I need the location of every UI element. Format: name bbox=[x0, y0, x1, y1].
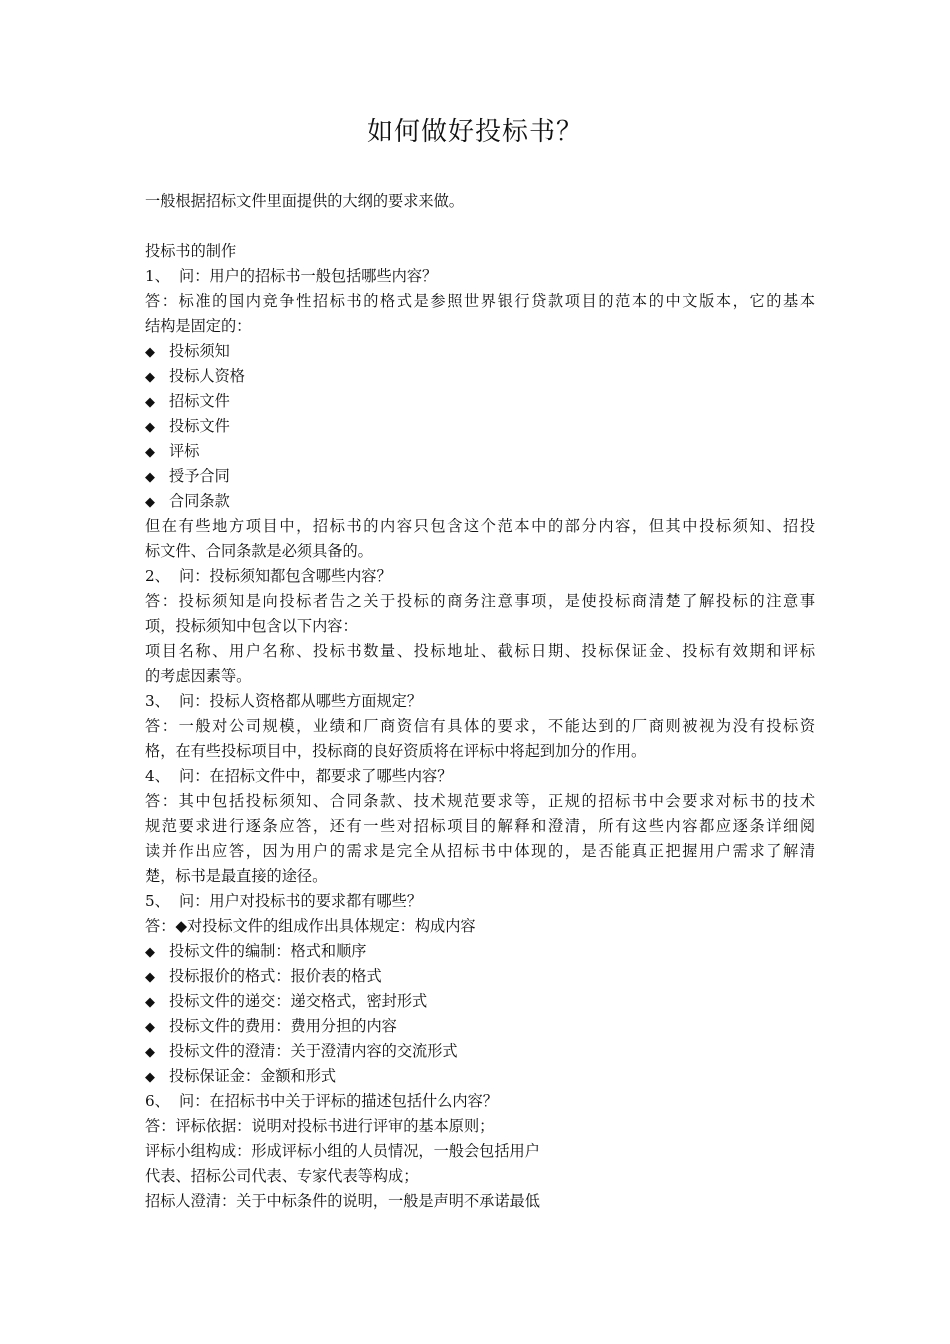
list-item: ◆ 合同条款 bbox=[145, 489, 815, 514]
question-3 bbox=[145, 689, 815, 714]
list-item: ◆ 授予合同 bbox=[145, 464, 815, 489]
diamond-bullet-icon: ◆ bbox=[145, 420, 155, 435]
diamond-bullet-icon: ◆ bbox=[145, 945, 155, 960]
diamond-bullet-icon: ◆ bbox=[145, 1070, 155, 1085]
answer-line: 的考虑因素等。 bbox=[145, 667, 252, 685]
answer-line: 答：评标依据：说明对投标书进行评审的基本原则； bbox=[145, 1117, 495, 1135]
question-number: 2、 bbox=[145, 567, 170, 585]
answer-line: 项目名称、用户名称、投标书数量、投标地址、截标日期、投标保证金、投标有效期和评标 bbox=[145, 642, 815, 660]
answer-line: 答：其中包括投标须知、合同条款、技术规范要求等，正规的招标书中会要求对标书的技术 bbox=[145, 792, 815, 810]
paragraph-line: 标文件、合同条款是必须具备的。 bbox=[145, 542, 373, 560]
diamond-bullet-icon: ◆ bbox=[145, 495, 155, 510]
list-item: ◆ 投标人资格 bbox=[145, 364, 815, 389]
diamond-bullet-icon: ◆ bbox=[145, 995, 155, 1010]
question-text: 问：在招标书中关于评标的描述包括什么内容？ bbox=[179, 1092, 498, 1110]
document-title: 如何做好投标书？ bbox=[366, 117, 583, 147]
diamond-bullet-icon: ◆ bbox=[145, 370, 155, 385]
list-item: ◆ 评标 bbox=[145, 439, 815, 464]
answer-line: 答：◆对投标文件的组成作出具体规定：构成内容 bbox=[145, 917, 476, 935]
diamond-bullet-icon: ◆ bbox=[145, 395, 155, 410]
list-item: ◆ 投标文件的费用：费用分担的内容 bbox=[145, 1014, 815, 1039]
list-item: ◆ 投标报价的格式：报价表的格式 bbox=[145, 964, 815, 989]
question-text: 问：用户对投标书的要求都有哪些？ bbox=[179, 892, 422, 910]
question-6 bbox=[145, 1089, 815, 1114]
answer-line: 招标人澄清：关于中标条件的说明，一般是声明不承诺最低 bbox=[145, 1192, 540, 1210]
document-body bbox=[145, 239, 815, 1214]
question-4 bbox=[145, 764, 815, 789]
answer-line: 楚，标书是最直接的途径。 bbox=[145, 867, 328, 885]
diamond-bullet-icon: ◆ bbox=[145, 1020, 155, 1035]
diamond-bullet-icon: ◆ bbox=[145, 970, 155, 985]
question-number: 1、 bbox=[145, 267, 170, 285]
answer-line: 格，在有些投标项目中，投标商的良好资质将在评标中将起到加分的作用。 bbox=[145, 742, 647, 760]
diamond-bullet-icon: ◆ bbox=[145, 1045, 155, 1060]
answer-line: 代表、招标公司代表、专家代表等构成； bbox=[145, 1167, 419, 1185]
list-item: ◆ 投标文件的编制：格式和顺序 bbox=[145, 939, 815, 964]
paragraph-line: 但在有些地方项目中，招标书的内容只包含这个范本中的部分内容，但其中投标须知、招投 bbox=[145, 517, 815, 535]
list-item: ◆ 投标须知 bbox=[145, 339, 815, 364]
diamond-bullet-icon: ◆ bbox=[145, 445, 155, 460]
question-5 bbox=[145, 889, 815, 914]
question-number: 6、 bbox=[145, 1092, 170, 1110]
answer-line: 项，投标须知中包含以下内容： bbox=[145, 617, 358, 635]
intro-paragraph: 一般根据招标文件里面提供的大纲的要求来做。 bbox=[145, 192, 464, 210]
question-text: 问：投标人资格都从哪些方面规定？ bbox=[179, 692, 422, 710]
answer-line: 答：一般对公司规模，业绩和厂商资信有具体的要求，不能达到的厂商则被视为没有投标资 bbox=[145, 717, 815, 735]
answer-line: 规范要求进行逐条应答，还有一些对招标项目的解释和澄清，所有这些内容都应逐条详细阅 bbox=[145, 817, 815, 835]
question-text: 问：在招标文件中，都要求了哪些内容？ bbox=[179, 767, 453, 785]
question-number: 5、 bbox=[145, 892, 170, 910]
list-item: ◆ 招标文件 bbox=[145, 389, 815, 414]
answer-line: 结构是固定的： bbox=[145, 317, 252, 335]
question-2 bbox=[145, 564, 815, 589]
answer-line: 评标小组构成：形成评标小组的人员情况，一般会包括用户 bbox=[145, 1142, 540, 1160]
list-item: ◆ 投标保证金：金额和形式 bbox=[145, 1064, 815, 1089]
question-1 bbox=[145, 264, 815, 289]
answer-line: 答：标准的国内竞争性招标书的格式是参照世界银行贷款项目的范本的中文版本，它的基本 bbox=[145, 292, 815, 310]
answer-line: 答：投标须知是向投标者告之关于投标的商务注意事项，是使投标商清楚了解投标的注意事 bbox=[145, 592, 815, 610]
list-item: ◆ 投标文件 bbox=[145, 414, 815, 439]
question-number: 3、 bbox=[145, 692, 170, 710]
list-item: ◆ 投标文件的递交：递交格式，密封形式 bbox=[145, 989, 815, 1014]
diamond-bullet-icon: ◆ bbox=[145, 470, 155, 485]
question-text: 问：用户的招标书一般包括哪些内容？ bbox=[179, 267, 438, 285]
answer-line: 读并作出应答，因为用户的需求是完全从招标书中体现的，是否能真正把握用户需求了解清 bbox=[145, 842, 815, 860]
question-number: 4、 bbox=[145, 767, 170, 785]
list-item: ◆ 投标文件的澄清：关于澄清内容的交流形式 bbox=[145, 1039, 815, 1064]
question-text: 问：投标须知都包含哪些内容？ bbox=[179, 567, 392, 585]
diamond-bullet-icon: ◆ bbox=[145, 345, 155, 360]
section-heading: 投标书的制作 bbox=[145, 242, 237, 260]
